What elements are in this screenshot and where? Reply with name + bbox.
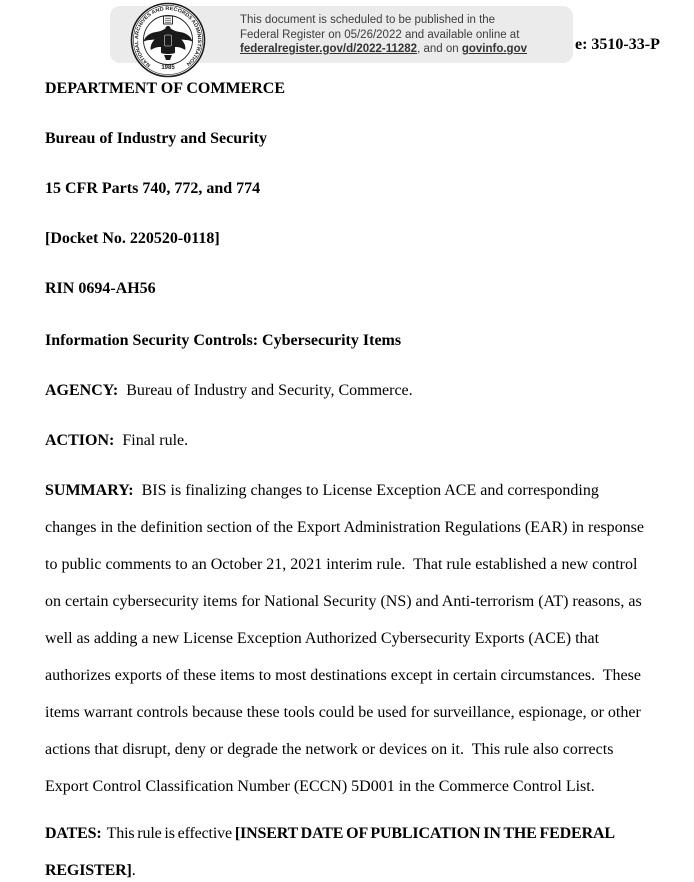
heading-cfr-parts: 15 CFR Parts 740, 772, and 774	[45, 180, 261, 197]
banner-line-3-mid: , and on	[417, 43, 462, 55]
heading-rin: RIN 0694-AH56	[45, 280, 156, 297]
action-label: ACTION:	[45, 432, 115, 449]
agency-label: AGENCY:	[45, 382, 119, 399]
seal-ring-text: NATIONAL ARCHIVES AND RECORDS ADMINISTRATION	[133, 5, 203, 68]
billing-code: e: 3510-33-P	[575, 36, 660, 53]
action-line	[45, 422, 651, 459]
action-text: Final rule.	[122, 432, 189, 449]
govinfo-link[interactable]: govinfo.gov	[461, 43, 528, 55]
banner-line-3	[240, 42, 527, 57]
summary-label: SUMMARY:	[45, 482, 134, 499]
summary-text: BIS is finalizing changes to License Exception ACE and corresponding changes in the definition section of the Export Administration Regulations (EAR) in response to public comments to an October 21, 2021 interim rule. That rule established a new control on certain cybersecurity items for National Security (NS) and Anti-terrorism (AT) reasons, as well as adding a new License Exception Authorized Cybersecurity Exports (ACE) that authorizes exports of these items to most destinations except in certain circumstances. These items warrant controls because these tools could be used for surveillance, espionage, or other actions that disrupt, deny or degrade the network or devices on it. This rule also corrects Export Control Classification Number (ECCN) 5D001 in the Commerce Control List.	[45, 482, 648, 795]
dates-period: .	[131, 862, 136, 879]
summary-paragraph	[45, 472, 651, 805]
dates-text: This rule is effective	[106, 825, 235, 842]
agency-line	[45, 372, 651, 409]
national-archives-seal-icon	[130, 2, 206, 78]
federalregister-link[interactable]: federalregister.gov/d/2022-11282	[240, 43, 418, 55]
dates-paragraph	[45, 815, 651, 882]
document-content	[45, 70, 651, 882]
agency-text: Bureau of Industry and Security, Commerce.	[126, 382, 413, 399]
banner-line-2: Federal Register on 05/26/2022 and available online at	[240, 28, 520, 41]
seal-year: 1985	[161, 65, 175, 71]
banner-line-1: This document is scheduled to be published in the	[240, 14, 496, 26]
dates-insert-placeholder: [INSERT DATE OF PUBLICATION IN THE FEDERAL REGISTER]	[45, 825, 617, 879]
heading-department: DEPARTMENT OF COMMERCE	[45, 80, 286, 97]
heading-docket-number: [Docket No. 220520-0118]	[45, 230, 220, 247]
banner-text	[240, 13, 527, 57]
heading-bureau: Bureau of Industry and Security	[45, 130, 267, 147]
dates-label: DATES:	[45, 825, 102, 842]
heading-title: Information Security Controls: Cybersecurity Items	[45, 332, 402, 349]
